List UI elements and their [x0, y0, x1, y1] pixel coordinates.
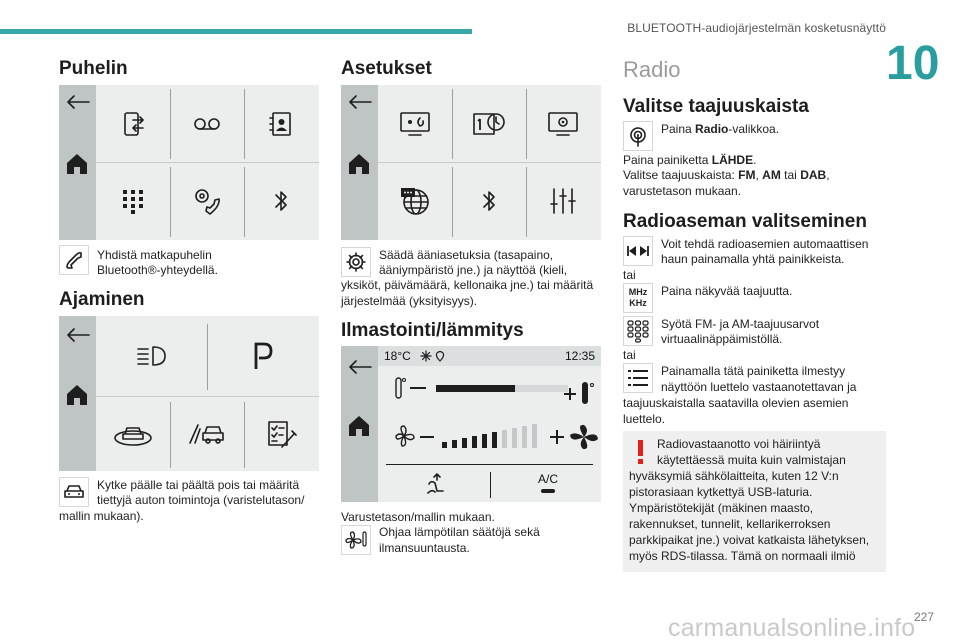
fan-bar [472, 436, 477, 448]
keypad-cell[interactable] [96, 162, 170, 240]
auto-search-1: Voit tehdä radioasemien automaattisen [661, 237, 869, 251]
snow-location-icon [420, 350, 448, 362]
car-surround-cell[interactable] [96, 396, 170, 471]
warning-text-6: rakennukset, tunnelit, kellarikerroksen [629, 517, 831, 531]
virtual-keypad-box [623, 316, 653, 346]
fan-bar [462, 438, 467, 448]
watermark: carmanualsonline.info [668, 614, 916, 642]
puhelin-title: Puhelin [59, 58, 128, 79]
ilmastointi-desc-2: ilmansuuntausta. [379, 541, 470, 555]
band-title: Valitse taajuuskaista [623, 96, 809, 117]
station-list-box [623, 363, 653, 393]
driving-menu-panel [59, 316, 319, 471]
settings-menu-panel [341, 85, 601, 240]
contacts-cell[interactable] [244, 85, 318, 162]
car-assist-cell[interactable] [170, 396, 244, 471]
ilmastointi-title: Ilmastointi/lämmitys [341, 320, 524, 341]
phone-transfer-cell[interactable] [96, 85, 170, 162]
phone-icon [63, 249, 85, 271]
phone-icon-box [59, 245, 89, 275]
list-text-4: luettelo. [623, 412, 666, 426]
parking-icon [252, 341, 274, 371]
ajaminen-desc-2: tiettyjä auton toimintoja (varistelutason/ [97, 493, 305, 507]
asetukset-title: Asetukset [341, 58, 432, 79]
frequency-icon-box [623, 283, 653, 313]
keypad-icon [121, 188, 145, 214]
contacts-icon [267, 110, 295, 138]
parking-cell[interactable] [207, 316, 318, 396]
headlight-icon [135, 343, 169, 369]
fan-bar [442, 442, 447, 448]
temp-slider-fill [436, 385, 515, 392]
system-settings-cell[interactable] [526, 85, 600, 162]
warning-text-4: pistorasiaan kytkettyä USB-laturia. [629, 485, 813, 499]
freq-text: Paina näkyvää taajuutta. [661, 284, 793, 298]
list-text-1: Painamalla tätä painiketta ilmestyy [661, 364, 846, 378]
ac-label[interactable]: A/C [538, 472, 559, 486]
warning-exclamation-icon [637, 439, 645, 465]
chapter-header: BLUETOOTH-audiojärjestelmän kosketusnäyttö [627, 21, 886, 35]
or-2: tai [623, 348, 636, 362]
asetukset-desc-2: ääniympäristö jne.) ja näyttöä (kieli, [379, 263, 568, 277]
page-number: 227 [914, 610, 935, 624]
asetukset-desc-1: Säädä ääniasetuksia (tasapaino, [379, 248, 554, 262]
ac-indicator [541, 489, 555, 493]
chapter-number: 10 [886, 37, 940, 90]
checklist-tools-cell[interactable] [244, 396, 318, 471]
checklist-icon [265, 419, 297, 449]
top-accent-bar [0, 29, 472, 34]
car-icon [62, 483, 86, 501]
equalizer-icon [548, 186, 578, 216]
fan-bar [502, 430, 507, 448]
bluetooth-settings-cell[interactable] [452, 162, 526, 240]
car-icon-box [59, 477, 89, 507]
radio-title: Radio [623, 57, 681, 82]
back-arrow-icon[interactable] [65, 326, 91, 344]
ajaminen-desc-3: mallin mukaan). [59, 509, 144, 523]
temperature-row [392, 374, 592, 414]
puhelin-desc-1: Yhdistä matkapuhelin [97, 248, 212, 262]
fan-temp-icon [344, 529, 368, 551]
clock-calendar-icon [472, 110, 506, 138]
bluetooth-cell[interactable] [244, 162, 318, 240]
clock-date-cell[interactable] [452, 85, 526, 162]
fan-low-icon [396, 426, 414, 446]
climate-status-bar [378, 346, 601, 366]
warning-text-2: käytettäessä muita kuin valmistajan [657, 453, 846, 467]
phone-menu-panel [59, 85, 319, 240]
station-title: Radioaseman valitseminen [623, 211, 867, 232]
voicemail-icon [192, 114, 222, 134]
back-arrow-icon[interactable] [347, 93, 373, 111]
thermometer-high-icon [582, 382, 588, 404]
ilmastointi-note: Varustetason/mallin mukaan. [341, 510, 495, 524]
radio-icon-box [623, 121, 653, 151]
khz-label: KHz [629, 298, 647, 308]
fan-bar [522, 426, 527, 448]
home-icon[interactable] [65, 383, 89, 407]
asetukset-desc-3: yksiköt, päivämäärä, kellonaika jne.) tai määritä [341, 278, 594, 292]
temp-plus-icon [564, 388, 576, 400]
gear-icon-box [341, 247, 371, 277]
back-arrow-icon[interactable] [65, 93, 91, 111]
keypad-text-1: Syötä FM- ja AM-taajuusarvot [661, 317, 820, 331]
home-icon[interactable] [65, 152, 89, 176]
auto-search-2: haun painamalla yhtä painikkeista. [661, 252, 845, 266]
clock-time: 12:35 [564, 349, 595, 363]
equalizer-cell[interactable] [526, 162, 600, 240]
warning-text-7: parkkipaikat jne.) voivat katkaista lähetyksen, [629, 533, 870, 547]
globe-chat-icon [399, 185, 431, 217]
car-assist-icon [187, 421, 227, 447]
fan-bar [492, 432, 497, 448]
warning-box [623, 431, 886, 572]
bluetooth-icon [272, 188, 290, 214]
air-direction-icon[interactable] [423, 471, 449, 497]
virtual-keypad-icon [626, 319, 650, 343]
temp-plus-group[interactable] [564, 382, 600, 410]
radio-antenna-icon [627, 124, 649, 148]
phone-transfer-icon [119, 110, 147, 138]
home-icon[interactable] [347, 414, 371, 438]
fan-speed-bars [442, 424, 537, 448]
band-step-1: Paina Radio-valikkoa. [661, 122, 780, 136]
list-text-3: taajuuskaistalla saatavilla olevien asemien [623, 396, 849, 410]
thermometer-low-icon [396, 378, 406, 398]
band-step-3: Valitse taajuuskaista: FM, AM tai DAB, [623, 168, 830, 182]
fan-high-icon [570, 425, 598, 449]
fan-icon-box [341, 525, 371, 555]
climate-screen-panel [341, 346, 601, 502]
or-1: tai [623, 268, 636, 282]
bluetooth-icon [480, 188, 498, 214]
ajaminen-title: Ajaminen [59, 289, 145, 310]
band-step-4: varustetason mukaan. [623, 184, 742, 198]
car-surround-icon [113, 420, 153, 448]
lights-cell[interactable] [96, 316, 207, 396]
warning-text-5: Ympäristötekijät (mäkinen maasto, [629, 501, 814, 515]
list-text-2: näyttöön luettelo vastaanotettavan ja [661, 380, 857, 394]
fan-bar [452, 440, 457, 448]
fan-row [392, 422, 602, 458]
warning-text-1: Radiovastaanotto voi häiriintyä [657, 437, 821, 451]
puhelin-desc-2: Bluetooth®-yhteydellä. [97, 263, 218, 277]
ajaminen-desc-1: Kytke päälle tai päältä pois tai määritä [97, 478, 300, 492]
list-icon [626, 367, 650, 389]
home-icon[interactable] [347, 152, 371, 176]
voicemail-cell[interactable] [170, 85, 244, 162]
screen-gear-icon [547, 110, 579, 138]
language-cell[interactable] [378, 162, 452, 240]
keypad-text-2: virtuaalinäppäimistöllä. [661, 332, 783, 346]
mhz-label: MHz [628, 287, 648, 297]
display-daynight-cell[interactable] [378, 85, 452, 162]
phone-gear-icon [192, 186, 222, 216]
gear-icon [345, 251, 367, 273]
outside-temp: 18°C [384, 349, 411, 363]
seek-prev-next-icon [626, 244, 650, 258]
ilmastointi-desc-1: Ohjaa lämpötilan säätöjä sekä [379, 525, 540, 539]
display-brightness-icon [399, 110, 431, 138]
fan-bar [482, 434, 487, 448]
warning-text-8: myös RDS-tilassa. Tämä on normaali ilmiö [629, 549, 856, 563]
back-arrow-icon[interactable] [347, 358, 373, 376]
seek-icon-box [623, 236, 653, 266]
fan-bar [532, 424, 537, 448]
warning-text-3: hyväksymiä sähkölaitteita, kuten 12 V:n [629, 469, 839, 483]
phone-settings-cell[interactable] [170, 162, 244, 240]
band-step-2: Paina painiketta LÄHDE. [623, 153, 757, 167]
fan-bar [512, 428, 517, 448]
fan-plus-icon [550, 430, 564, 444]
asetukset-desc-4: järjestelmää (yksityisyys). [341, 294, 478, 308]
